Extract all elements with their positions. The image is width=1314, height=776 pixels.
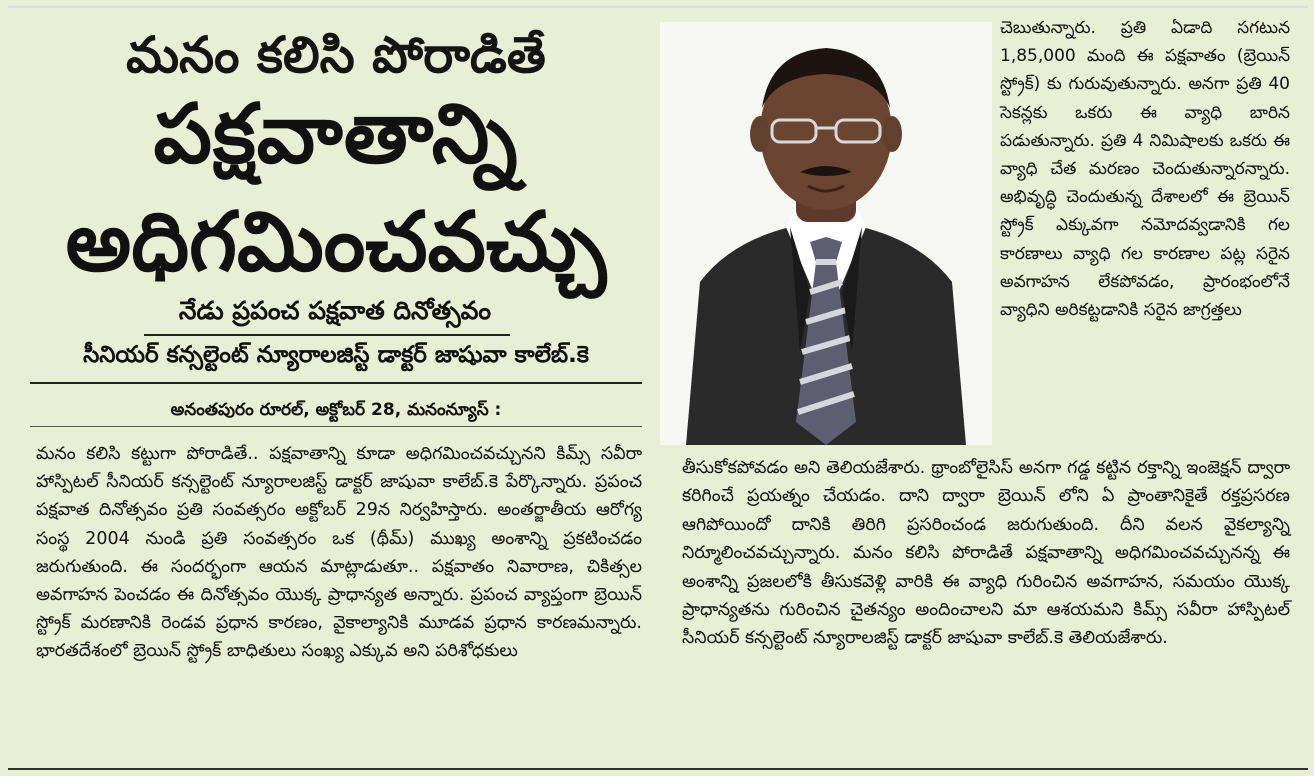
article-right-column-top: [1000, 14, 1290, 324]
headline-line-3: అధిగమించవచ్చు: [65, 195, 607, 290]
dateline-rule: [30, 426, 642, 427]
byline-rule: [30, 382, 642, 384]
headline-line-2: పక్షవాతాన్ని: [153, 87, 519, 182]
bottom-rule: [8, 768, 1308, 770]
author-photo: [660, 22, 992, 445]
top-rule: [8, 6, 1308, 8]
dateline: అనంతపురం రూరల్, అక్టోబర్ 28, మనంన్యూస్ :: [170, 400, 502, 420]
article-paragraph: మనం కలిసి కట్టుగా పోరాడితే.. పక్షవాతాన్ని కూడా అధిగమించవచ్చునని కిమ్స్ సవీరా హాస్పిటల్ సీనియర్ కన్సల్టెంట్ న్యూరాలజిస్ట్ డాక్టర్ జాషువా కాలేబ్.కె పేర్కొన్నారు. ప్రపంచ పక్షవాత దినోత్సవం ప్రతి సంవత్సరం అక్టోబర్ 29న నిర్వహిస్తారు. అంతర్జాతీయ ఆరోగ్య సంస్థ 2004 నుండి ప్రతి సంవత్సరం ఒక (థీమ్) ముఖ్య అంశాన్ని ప్రకటించడం జరుగుతుంది. ఈ సందర్భంగా ఆయన మాట్లాడుతూ.. పక్షవాతం నివారాణ, చికిత్సల అవగాహన పెంచడం ఈ దినోత్సవం యొక్క ప్రాధాన్యత అన్నారు. ప్రపంచ వ్యాప్తంగా బ్రెయిన్ స్ట్రోక్ మరణానికి రెండవ ప్రధాన కారణం, వైకాల్యానికి మూడవ ప్రధాన కారణమన్నారు. భారతదేశంలో బ్రెయిన్ స్ట్రోక్ బాధితులు సంఖ్య ఎక్కువ అని పరిశోధకులు: [36, 444, 642, 662]
headline-line-1: మనం కలిసి పోరాడితే: [126, 26, 546, 84]
article-paragraph: తీసుకోకపోవడం అని తెలియజేశారు. థ్రాంబోలైసిస్ అనగా గడ్డ కట్టిన రక్తాన్ని ఇంజెక్షన్ ద్వారా కరిగించే ప్రయత్నం చేయడం. దాని ద్వారా బ్రెయిన్ లోని ఏ ప్రాంతానికైతే రక్తప్రసరణ ఆగిపోయిందో దానికి తిరిగి ప్రసరించండ జరుగుతుంది. దీని వలన వైకల్యాన్ని నిర్మూలించవచ్చున్నారు. మనం కలిసి పోరాడితే పక్షవాతాన్ని అధిగమించవచ్చునన్న ఈ అంశాన్ని ప్రజలలోకి తీసుకవెళ్లి వారికి ఈ వ్యాధి గురించిన అవగాహన, సమయం యొక్క ప్రాధాన్యతను గురించిన చైతన్యం అందించాలని మా ఆశయమని కిమ్స్ సవీరా హాస్పిటల్ సీనియర్ కన్సల్టెంట్ న్యూరాలజిస్ట్ డాక్టర్ జాషువా కాలేబ్.కె తెలియజేశారు.: [682, 458, 1290, 649]
article-right-column-bottom: [682, 454, 1290, 653]
subtitle: నేడు ప్రపంచ పక్షవాత దినోత్సవం: [178, 296, 492, 325]
article-left-column: [36, 440, 642, 666]
subtitle-rule: [144, 334, 510, 336]
byline: సీనియర్ కన్సల్టెంట్ న్యూరాలజిస్ట్ డాక్టర్ జాషువా కాలేబ్.కె: [83, 342, 589, 368]
author-portrait-image: [660, 22, 992, 445]
article-paragraph: చెబుతున్నారు. ప్రతి ఏడాది సగటున 1,85,000 మంది ఈ పక్షవాతం (బ్రెయిన్ స్ట్రోక్) కు గురువుతున్నారు. అనగా ప్రతి 40 సెకన్లకు ఒకరు ఈ వ్యాధి బారిన పడుతున్నారు. ప్రతి 4 నిమిషాలకు ఒకరు ఈ వ్యాధి చేత మరణం చెందుతున్నారన్నారు. అభివృద్ధి చెందుతున్న దేశాలలో ఈ బ్రెయిన్ స్ట్రోక్ ఎక్కువగా నమోదవ్వడానికి గల కారణాలు వ్యాధి గల కారణాల పట్ల సరైన అవగాహన లేకపోవడం, ప్రారంభంలోనే వ్యాధిని అరికట్టడానికి సరైన జాగ్రత్తలు: [1000, 18, 1290, 321]
